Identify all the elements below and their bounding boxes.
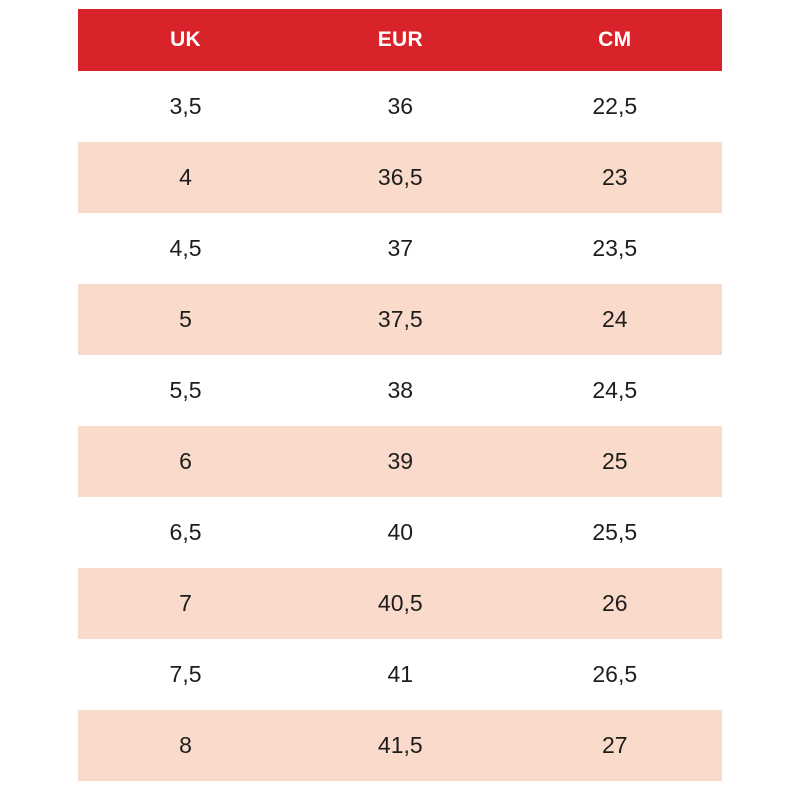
cell-uk: 6 bbox=[78, 426, 293, 497]
cell-uk: 6,5 bbox=[78, 497, 293, 568]
cell-eur: 37 bbox=[293, 213, 507, 284]
cell-uk: 7 bbox=[78, 568, 293, 639]
table-row bbox=[78, 355, 722, 426]
table-row bbox=[78, 142, 722, 213]
column-header-uk: UK bbox=[78, 9, 293, 71]
cell-cm: 24,5 bbox=[508, 355, 722, 426]
table-row bbox=[78, 710, 722, 781]
cell-cm: 24 bbox=[508, 284, 722, 355]
cell-uk: 4,5 bbox=[78, 213, 293, 284]
cell-uk: 7,5 bbox=[78, 639, 293, 710]
cell-uk: 8 bbox=[78, 710, 293, 781]
cell-uk: 5,5 bbox=[78, 355, 293, 426]
cell-cm: 26,5 bbox=[508, 639, 722, 710]
cell-cm: 23 bbox=[508, 142, 722, 213]
table-header bbox=[78, 9, 722, 71]
cell-cm: 27 bbox=[508, 710, 722, 781]
cell-eur: 40,5 bbox=[293, 568, 507, 639]
cell-eur: 36 bbox=[293, 71, 507, 142]
column-header-cm: CM bbox=[508, 9, 722, 71]
size-conversion-table bbox=[78, 9, 722, 781]
cell-eur: 38 bbox=[293, 355, 507, 426]
cell-eur: 41 bbox=[293, 639, 507, 710]
cell-eur: 36,5 bbox=[293, 142, 507, 213]
cell-eur: 39 bbox=[293, 426, 507, 497]
table-row bbox=[78, 213, 722, 284]
cell-uk: 4 bbox=[78, 142, 293, 213]
table-header-row bbox=[78, 9, 722, 71]
table-row bbox=[78, 639, 722, 710]
cell-eur: 40 bbox=[293, 497, 507, 568]
cell-eur: 41,5 bbox=[293, 710, 507, 781]
cell-cm: 25,5 bbox=[508, 497, 722, 568]
table-row bbox=[78, 426, 722, 497]
column-header-eur: EUR bbox=[293, 9, 507, 71]
cell-uk: 3,5 bbox=[78, 71, 293, 142]
cell-uk: 5 bbox=[78, 284, 293, 355]
cell-eur: 37,5 bbox=[293, 284, 507, 355]
cell-cm: 23,5 bbox=[508, 213, 722, 284]
table-row bbox=[78, 497, 722, 568]
table-row bbox=[78, 568, 722, 639]
table-row bbox=[78, 284, 722, 355]
cell-cm: 26 bbox=[508, 568, 722, 639]
table-body bbox=[78, 71, 722, 781]
cell-cm: 25 bbox=[508, 426, 722, 497]
table-row bbox=[78, 71, 722, 142]
cell-cm: 22,5 bbox=[508, 71, 722, 142]
